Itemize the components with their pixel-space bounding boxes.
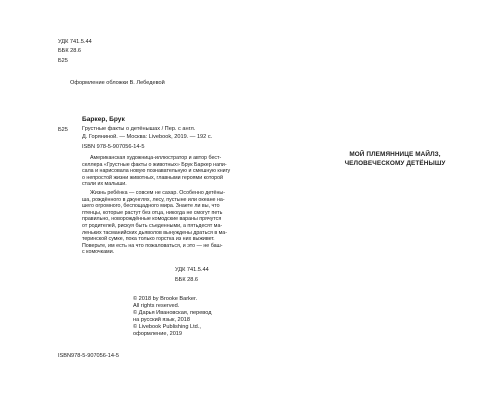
paragraph-line: от родителей, рискуя быть съеденными, а пятьдесят ма- — [82, 222, 223, 229]
dedication-line-2: ЧЕЛОВЕЧЕСКОМУ ДЕТЁНЫШУ — [344, 160, 446, 167]
dedication-page — [250, 0, 500, 400]
author-mark-side: Б25 — [58, 127, 68, 133]
udk-code-top: УДК 741.5.44 — [58, 39, 92, 45]
annotation-line: о непростой жизни животных, главными героями которой — [82, 174, 223, 181]
copyright-line: All rights reserved. — [133, 303, 180, 309]
paragraph-line: птенцы, которые растут без отца, никогда не смогут петь — [82, 209, 223, 216]
bib-line-2: Д. Горяниной. — Москва: Livebook, 2019. — 192 с. — [82, 134, 213, 140]
isbn-bib: ISBN 978-5-907056-14-5 — [82, 144, 145, 150]
paragraph-line: леньких тасманийских дьяволов вынуждены драться в ма- — [82, 229, 227, 236]
author-name: Баркер, Брук — [82, 116, 125, 123]
annotation-line: селлера «Грустные факты о животных» Брук Баркер напи- — [82, 161, 227, 168]
paragraph-line: Жизнь ребёнка — совсем не сахар. Особенно детёны- — [90, 190, 225, 196]
bbk-code-top: ББК 28.6 — [58, 48, 82, 54]
udk-code-bottom: УДК 741.5.44 — [175, 267, 209, 273]
copyright-line: © 2018 by Brooke Barker. — [133, 296, 198, 302]
paragraph-line: Поверьте, им есть на что пожаловаться, и это — не баш- — [82, 242, 223, 249]
paragraph-line: шего огромного, беспощадного мира. Знаете ли вы, что — [82, 203, 220, 210]
paragraph-line: правильно, новорождённые комодские вараны прячутся — [82, 216, 222, 223]
paragraph-line: с комочками. — [82, 249, 115, 256]
copyright-block — [133, 296, 211, 338]
cover-design-credit: Оформление обложки В. Лебедевой — [70, 80, 165, 86]
copyright-line: © Дарья Ивановская, перевод — [133, 310, 212, 316]
paragraph-line: теринской сумке, пока только горстка из них выживет. — [82, 236, 215, 243]
isbn-bottom: ISBN978-5-907056-14-5 — [58, 353, 119, 359]
annotation-line: сала и нарисовала новую познавательную и смешную книгу — [82, 168, 231, 175]
copyright-line: оформление, 2019 — [133, 331, 183, 337]
annotation-line: Американская художница-иллюстратор и автор бест- — [90, 155, 222, 161]
annotation-line: стали их малыши. — [82, 181, 127, 188]
annotation — [82, 155, 232, 188]
bbk-code-bottom: ББК 28.6 — [175, 277, 199, 283]
author-mark-top: Б25 — [58, 58, 68, 64]
dedication-line-1: МОЙ ПЛЕМЯННИЦЕ МАЙЛЗ, — [349, 151, 441, 158]
copyright-line: © Livebook Publishing Ltd., — [133, 324, 201, 330]
copyright-line: на русский язык, 2018 — [133, 317, 190, 323]
bib-line-1: Грустные факты о детёнышах / Пер. с англ. — [82, 126, 196, 132]
dedication — [300, 150, 490, 168]
paragraph-line: ша, рождённого в джунглях, лесу, пустыне или океане на- — [82, 196, 225, 203]
description-paragraph — [82, 190, 232, 256]
